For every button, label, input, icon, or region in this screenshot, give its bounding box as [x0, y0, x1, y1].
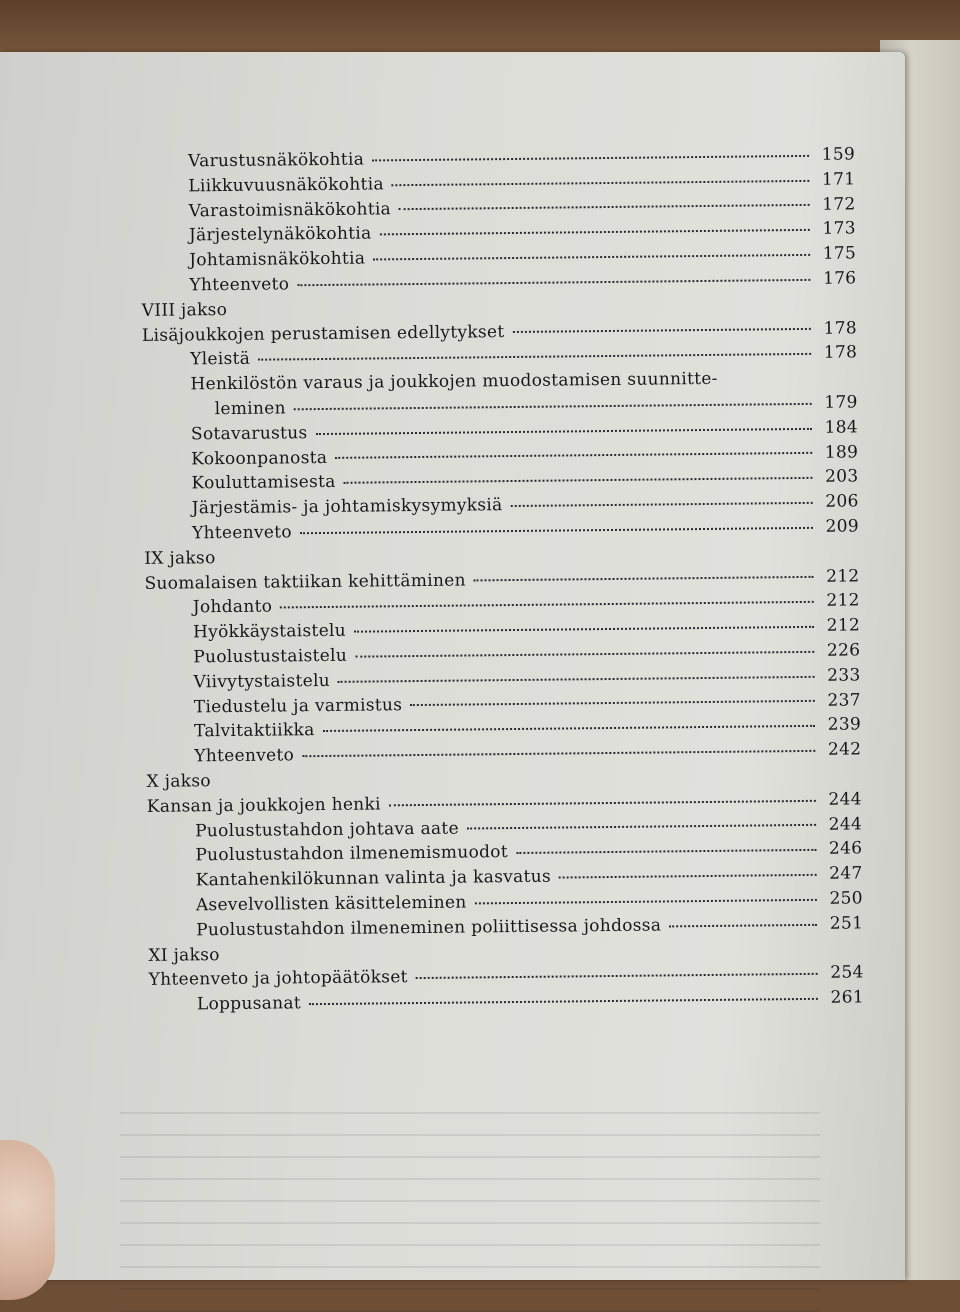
dot-leader — [399, 204, 810, 210]
page-number: 247 — [829, 863, 863, 884]
dot-leader — [669, 923, 817, 927]
dot-leader — [474, 576, 814, 582]
page-number: 189 — [824, 441, 859, 463]
dot-leader — [323, 725, 815, 732]
page-number: 175 — [822, 243, 857, 264]
dot-leader — [309, 998, 818, 1005]
page-number: 203 — [824, 466, 859, 488]
page-number: 171 — [821, 169, 856, 190]
entry-title: Viivytystaistelu — [193, 670, 331, 693]
dot-leader — [335, 452, 812, 459]
page-number: 261 — [830, 987, 865, 1008]
entry-title: Puolustustahdon ilmeneminen poliittisessa johdossa — [196, 915, 662, 941]
dot-leader — [389, 799, 816, 805]
dot-leader — [354, 626, 814, 633]
entry-title: XI jakso — [148, 944, 220, 966]
dot-leader — [338, 675, 815, 682]
entry-title: Järjestelynäkökohtia — [188, 223, 372, 246]
table-background — [0, 0, 960, 60]
dot-leader — [302, 750, 815, 757]
entry-title: Suomalaisen taktiikan kehittäminen — [144, 570, 466, 594]
page-number: 212 — [826, 565, 860, 587]
dot-leader — [297, 279, 810, 286]
dot-leader — [410, 700, 815, 706]
dot-leader — [294, 403, 812, 410]
dot-leader — [392, 179, 810, 185]
page-number: 242 — [827, 739, 862, 760]
entry-title: Yhteenveto — [189, 274, 290, 296]
dot-leader — [344, 477, 813, 484]
entry-title: Kansan ja joukkojen henki — [146, 794, 381, 817]
thumb — [0, 1140, 55, 1300]
page-number: 173 — [822, 218, 856, 240]
entry-title: Hyökkäystaistelu — [192, 620, 347, 643]
dot-leader — [372, 155, 809, 162]
dot-leader — [467, 824, 816, 830]
entry-title: Sotavarustus — [190, 422, 308, 445]
table-of-contents — [130, 142, 864, 1017]
page-number: 233 — [827, 665, 861, 686]
page-number: 246 — [828, 838, 863, 860]
bleed-through-text — [120, 1092, 820, 1312]
entry-title: Johdanto — [192, 596, 273, 618]
dot-leader — [355, 651, 814, 658]
page-number: 251 — [829, 913, 864, 934]
page-number: 206 — [825, 491, 859, 512]
entry-title: IX jakso — [144, 547, 216, 569]
entry-title: X jakso — [146, 771, 211, 792]
entry-title: Liikkuvuusnäkökohtia — [188, 174, 384, 197]
entry-title: Yhteenveto — [191, 522, 292, 544]
entry-title: Tiedustelu ja varmistus — [193, 694, 403, 717]
entry-title: Lisäjoukkojen perustamisen edellytykset — [141, 321, 505, 346]
entry-title: Talvitaktiikka — [193, 720, 315, 742]
dot-leader — [258, 353, 811, 361]
entry-title: Varustusnäkökohtia — [188, 149, 365, 172]
dot-leader — [416, 973, 818, 979]
page-number: 184 — [824, 417, 859, 438]
dot-leader — [379, 229, 809, 236]
entry-title: Asevelvollisten käsitteleminen — [195, 892, 467, 916]
page-number: 172 — [822, 193, 856, 215]
entry-title: Kantahenkilökunnan valinta ja kasvatus — [195, 866, 552, 891]
entry-title: Henkilöstön varaus ja joukkojen muodostamisen suunnitte- — [190, 369, 718, 395]
dot-leader — [512, 328, 811, 333]
page-number: 237 — [827, 689, 861, 711]
page-number: 239 — [827, 714, 862, 736]
entry-title: VIII jakso — [141, 299, 228, 321]
entry-title: Kouluttamisesta — [191, 472, 336, 494]
page-number: 209 — [825, 516, 860, 537]
page-number: 226 — [826, 640, 861, 661]
page-number: 212 — [826, 615, 861, 636]
page-number: 159 — [821, 144, 856, 165]
entry-title: Puolustustahdon ilmenemismuodot — [195, 842, 509, 866]
page-number: 212 — [826, 590, 860, 612]
dot-leader — [475, 899, 817, 905]
dot-leader — [516, 849, 816, 854]
entry-title: Johtamisnäkökohtia — [189, 248, 366, 271]
dot-leader — [280, 601, 814, 609]
page-number: 179 — [824, 392, 858, 413]
page-number: 250 — [829, 888, 863, 909]
dot-leader — [315, 427, 811, 434]
entry-title: leminen — [214, 398, 286, 420]
entry-title: Yleistä — [190, 349, 251, 370]
entry-title: Puolustustahdon johtava aate — [195, 818, 459, 841]
page-number: 178 — [823, 342, 858, 364]
dot-leader — [511, 502, 813, 507]
page-number: 178 — [823, 317, 858, 339]
entry-title: Loppusanat — [196, 993, 302, 1015]
page-number: 244 — [828, 813, 863, 835]
dot-leader — [559, 874, 817, 879]
entry-title: Yhteenveto — [194, 745, 295, 767]
dot-leader — [300, 527, 813, 534]
page-number: 244 — [828, 789, 862, 810]
entry-title: Järjestämis- ja johtamiskysymyksiä — [191, 495, 503, 519]
entry-title: Yhteenveto ja johtopäätökset — [148, 967, 408, 991]
entry-title: Varastoimisnäkökohtia — [188, 198, 392, 221]
page-number: 176 — [822, 268, 857, 289]
entry-title: Puolustustaistelu — [193, 645, 348, 668]
dot-leader — [373, 254, 810, 261]
page-number: 254 — [830, 962, 864, 984]
entry-title: Kokoonpanosta — [191, 447, 328, 469]
